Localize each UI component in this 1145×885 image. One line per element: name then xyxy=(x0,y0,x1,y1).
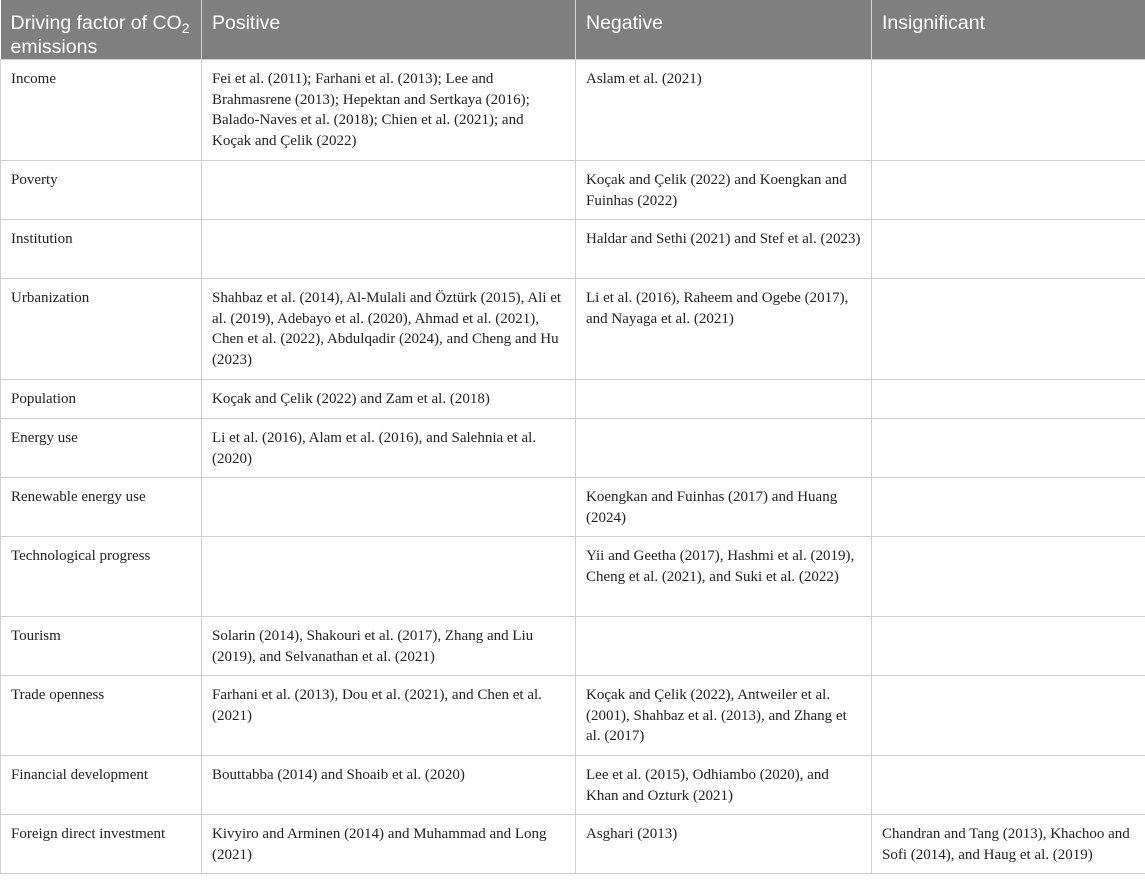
header-positive: Positive xyxy=(202,0,576,60)
header-row xyxy=(1,0,1145,60)
factor-cell: Foreign direct investment xyxy=(1,815,202,874)
negative-cell: Koçak and Çelik (2022), Antweiler et al. (2001), Shahbaz et al. (2013), and Zhang et al. (2017) xyxy=(576,676,872,756)
positive-cell: Kivyiro and Arminen (2014) and Muhammad and Long (2021) xyxy=(202,815,576,874)
insignificant-cell xyxy=(872,478,1145,537)
factor-cell: Energy use xyxy=(1,419,202,478)
insignificant-cell xyxy=(872,617,1145,676)
negative-cell xyxy=(576,617,872,676)
table-row xyxy=(1,60,1145,161)
positive-cell xyxy=(202,478,576,537)
positive-cell: Fei et al. (2011); Farhani et al. (2013); Lee and Brahmasrene (2013); Hepektan and Sertkaya (2016); Balado-Naves et al. (2018); Chien et al. (2021); and Koçak and Çelik (2022) xyxy=(202,60,576,161)
negative-cell: Li et al. (2016), Raheem and Ogebe (2017), and Nayaga et al. (2021) xyxy=(576,279,872,380)
table-row xyxy=(1,419,1145,478)
insignificant-cell xyxy=(872,380,1145,419)
header-driving-factor-suffix: emissions xyxy=(10,36,98,58)
insignificant-cell xyxy=(872,419,1145,478)
negative-cell: Lee et al. (2015), Odhiambo (2020), and Khan and Ozturk (2021) xyxy=(576,756,872,815)
table-row xyxy=(1,676,1145,756)
factor-cell: Urbanization xyxy=(1,279,202,380)
header-driving-factor xyxy=(1,0,202,60)
positive-cell: Koçak and Çelik (2022) and Zam et al. (2018) xyxy=(202,380,576,419)
negative-cell: Koçak and Çelik (2022) and Koengkan and Fuinhas (2022) xyxy=(576,161,872,220)
factor-cell: Renewable energy use xyxy=(1,478,202,537)
positive-cell: Li et al. (2016), Alam et al. (2016), and Salehnia et al. (2020) xyxy=(202,419,576,478)
table-row xyxy=(1,220,1145,279)
insignificant-cell xyxy=(872,60,1145,161)
header-driving-factor-prefix: Driving factor of CO xyxy=(10,12,182,34)
negative-cell: Aslam et al. (2021) xyxy=(576,60,872,161)
positive-cell xyxy=(202,161,576,220)
table-row xyxy=(1,756,1145,815)
table-row xyxy=(1,380,1145,419)
header-insignificant: Insignificant xyxy=(872,0,1145,60)
header-negative: Negative xyxy=(576,0,872,60)
insignificant-cell xyxy=(872,756,1145,815)
factor-cell: Institution xyxy=(1,220,202,279)
negative-cell xyxy=(576,419,872,478)
factor-cell: Income xyxy=(1,60,202,161)
positive-cell xyxy=(202,537,576,617)
table-header xyxy=(1,0,1145,60)
insignificant-cell xyxy=(872,220,1145,279)
negative-cell: Koengkan and Fuinhas (2017) and Huang (2024) xyxy=(576,478,872,537)
insignificant-cell xyxy=(872,161,1145,220)
table-row xyxy=(1,815,1145,874)
table-body xyxy=(1,60,1145,874)
positive-cell: Farhani et al. (2013), Dou et al. (2021), and Chen et al. (2021) xyxy=(202,676,576,756)
positive-cell: Shahbaz et al. (2014), Al-Mulali and Öztürk (2015), Ali et al. (2019), Adebayo et al. (2020), Ahmad et al. (2021), Chen et al. (2022), Abdulqadir (2024), and Cheng and Hu (2023) xyxy=(202,279,576,380)
positive-cell: Solarin (2014), Shakouri et al. (2017), Zhang and Liu (2019), and Selvanathan et al. (2021) xyxy=(202,617,576,676)
table-row xyxy=(1,617,1145,676)
insignificant-cell xyxy=(872,676,1145,756)
positive-cell xyxy=(202,220,576,279)
factor-cell: Trade openness xyxy=(1,676,202,756)
factor-cell: Financial development xyxy=(1,756,202,815)
factor-cell: Poverty xyxy=(1,161,202,220)
negative-cell: Asghari (2013) xyxy=(576,815,872,874)
negative-cell: Haldar and Sethi (2021) and Stef et al. (2023) xyxy=(576,220,872,279)
negative-cell: Yii and Geetha (2017), Hashmi et al. (2019), Cheng et al. (2021), and Suki et al. (2022) xyxy=(576,537,872,617)
table-row xyxy=(1,478,1145,537)
header-co2-subscript: 2 xyxy=(181,20,190,36)
insignificant-cell xyxy=(872,537,1145,617)
factor-cell: Population xyxy=(1,380,202,419)
factor-cell: Technological progress xyxy=(1,537,202,617)
negative-cell xyxy=(576,380,872,419)
positive-cell: Bouttabba (2014) and Shoaib et al. (2020) xyxy=(202,756,576,815)
factor-cell: Tourism xyxy=(1,617,202,676)
table-row xyxy=(1,161,1145,220)
table-row xyxy=(1,279,1145,380)
insignificant-cell xyxy=(872,279,1145,380)
insignificant-cell: Chandran and Tang (2013), Khachoo and Sofi (2014), and Haug et al. (2019) xyxy=(872,815,1145,874)
table-row xyxy=(1,537,1145,617)
